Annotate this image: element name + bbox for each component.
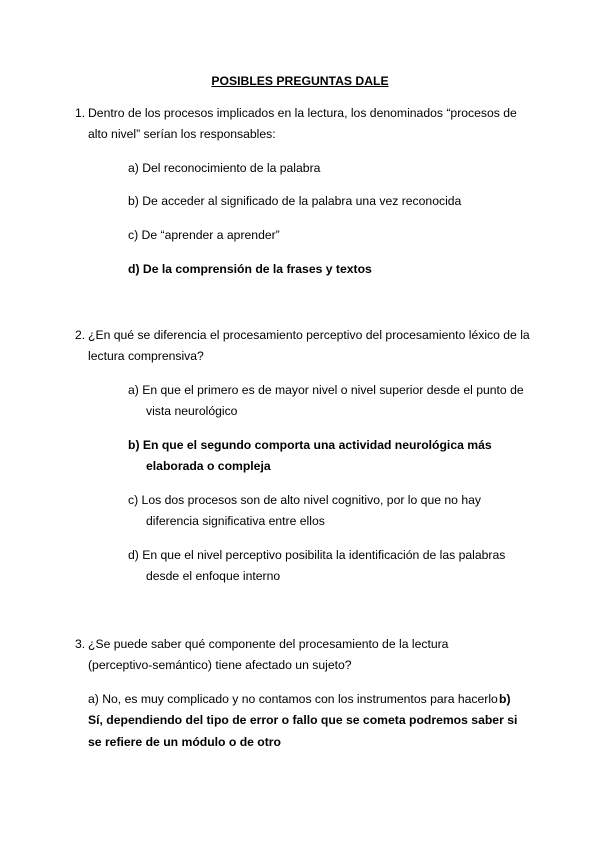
option-b-correct: b) En que el segundo comporta una actividad neurológica más xyxy=(128,438,492,452)
option-d: d) En que el nivel perceptivo posibilita la identificación de las palabras xyxy=(128,548,506,562)
option-c: c) De “aprender a aprender” xyxy=(128,228,280,242)
answer-b-label: b) xyxy=(499,692,511,706)
answer-a: a) No, es muy complicado y no contamos con los instrumentos para hacerlo xyxy=(88,692,498,706)
answer-b-correct: Sí, dependiendo del tipo de error o fallo que se cometa podremos saber si xyxy=(88,713,518,727)
option-a: a) En que el primero es de mayor nivel o nivel superior desde el punto de xyxy=(128,383,524,397)
option-c: c) Los dos procesos son de alto nivel cognitivo, por lo que no hay xyxy=(128,493,481,507)
option-b: b) De acceder al significado de la palabra una vez reconocida xyxy=(128,194,462,208)
option-d-cont: desde el enfoque interno xyxy=(146,569,281,583)
question-text-line: lectura comprensiva? xyxy=(88,349,204,363)
question-number: 3. xyxy=(75,637,86,651)
question-text-line: ¿En qué se diferencia el procesamiento perceptivo del procesamiento léxico de la xyxy=(88,328,530,342)
question-number: 2. xyxy=(75,328,86,342)
question-text-line: alto nivel” serían los responsables: xyxy=(88,127,276,141)
option-a: a) Del reconocimiento de la palabra xyxy=(128,161,321,175)
answer-b-correct-cont: se refiere de un módulo o de otro xyxy=(88,735,281,749)
option-b-correct-cont: elaborada o compleja xyxy=(146,459,271,473)
page-title: POSIBLES PREGUNTAS DALE xyxy=(211,74,389,88)
question-text-line: ¿Se puede saber qué componente del procesamiento de la lectura xyxy=(88,637,449,651)
question-text-line: Dentro de los procesos implicados en la lectura, los denominados “procesos de xyxy=(88,106,517,120)
option-c-cont: diferencia significativa entre ellos xyxy=(146,514,325,528)
option-a-cont: vista neurológico xyxy=(146,404,238,418)
question-text-line: (perceptivo-semántico) tiene afectado un sujeto? xyxy=(88,658,352,672)
option-d-correct: d) De la comprensión de la frases y textos xyxy=(128,262,372,276)
question-number: 1. xyxy=(75,106,86,120)
